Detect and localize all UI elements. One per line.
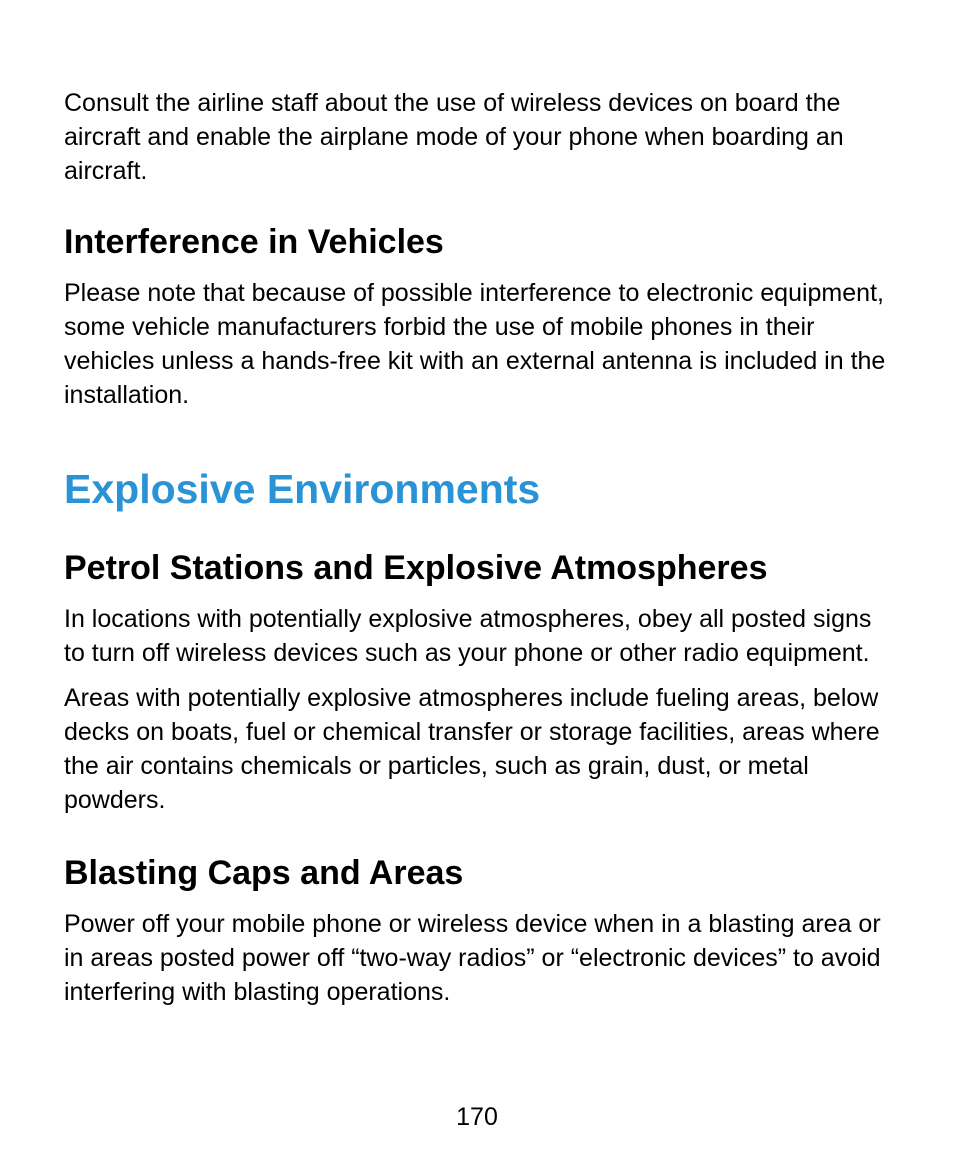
petrol-paragraph-2: Areas with potentially explosive atmospheres include fueling areas, below decks on boats, fuel or chemical transfer or storage facilities, areas where the air contains chemicals or particles, such as grain, dust, or metal powders. xyxy=(64,684,880,814)
page-content xyxy=(64,86,894,1009)
heading-interference-in-vehicles: Interference in Vehicles xyxy=(64,223,444,261)
intro-paragraph: Consult the airline staff about the use of wireless devices on board the aircraft and enable the airplane mode of your phone when boarding an aircraft. xyxy=(64,89,844,185)
page-number: 170 xyxy=(456,1103,498,1131)
vehicles-paragraph: Please note that because of possible interference to electronic equipment, some vehicle manufacturers forbid the use of mobile phones in their vehicles unless a hands-free kit with an external antenna is included in the installation. xyxy=(64,279,886,409)
blasting-paragraph: Power off your mobile phone or wireless device when in a blasting area or in areas posted power off “two-way radios” or “electronic devices” to avoid interfering with blasting operations. xyxy=(64,910,881,1006)
heading-petrol-stations: Petrol Stations and Explosive Atmospheres xyxy=(64,549,768,587)
heading-blasting-caps: Blasting Caps and Areas xyxy=(64,854,464,892)
heading-explosive-environments: Explosive Environments xyxy=(64,466,541,512)
petrol-paragraph-1: In locations with potentially explosive atmospheres, obey all posted signs to turn off wireless devices such as your phone or other radio equipment. xyxy=(64,605,872,667)
